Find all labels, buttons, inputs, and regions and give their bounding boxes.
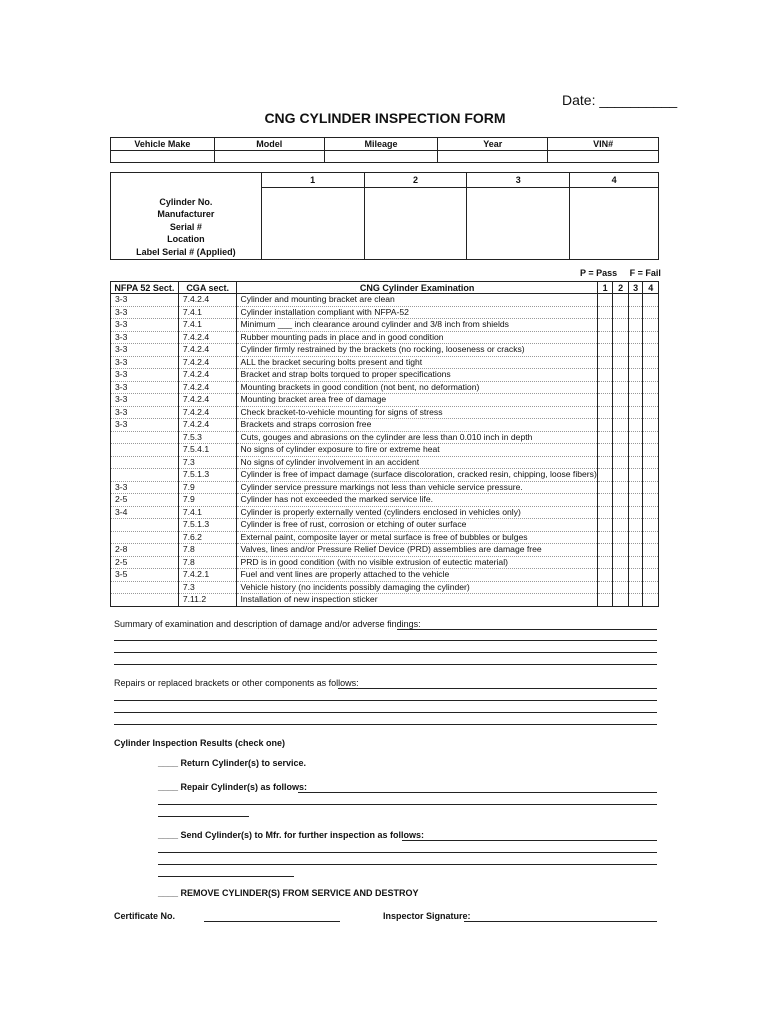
result-cell-3[interactable] xyxy=(628,431,643,444)
result-cell-2[interactable] xyxy=(613,456,629,469)
exam-row xyxy=(111,444,659,457)
vin-field[interactable] xyxy=(548,151,659,163)
exam-row xyxy=(111,319,659,332)
exam-description: Rubber mounting pads in place and in good condition xyxy=(237,331,597,344)
results-heading: Cylinder Inspection Results (check one) xyxy=(114,738,286,748)
result-cell-4[interactable] xyxy=(643,531,659,544)
cga-cell: 7.4.2.4 xyxy=(178,394,237,407)
summary-line-4[interactable] xyxy=(114,664,657,665)
nfpa-cell: 3-3 xyxy=(111,369,179,382)
nfpa-cell xyxy=(111,469,179,482)
result-cell-2[interactable] xyxy=(613,319,629,332)
exam-description: Cylinder has not exceeded the marked service life. xyxy=(237,494,597,507)
cga-cell: 7.4.2.4 xyxy=(178,369,237,382)
result-cell-2[interactable] xyxy=(613,469,629,482)
result-cell-2[interactable] xyxy=(613,556,629,569)
result-cell-4[interactable] xyxy=(643,419,659,432)
cga-cell: 7.4.2.4 xyxy=(178,406,237,419)
result-cell-3[interactable] xyxy=(628,494,643,507)
exam-row xyxy=(111,344,659,357)
nfpa-cell: 3-3 xyxy=(111,331,179,344)
exam-description: Fuel and vent lines are properly attached to the vehicle xyxy=(237,569,597,582)
exam-row xyxy=(111,469,659,482)
result-cell-4[interactable] xyxy=(643,506,659,519)
return-option[interactable]: ____ Return Cylinder(s) to service. xyxy=(158,758,307,768)
result-cell-1[interactable] xyxy=(597,356,613,369)
send-option[interactable]: ____ Send Cylinder(s) to Mfr. for further inspection as follows: xyxy=(158,830,425,840)
result-cell-3[interactable] xyxy=(628,594,643,607)
result-cell-1[interactable] xyxy=(597,369,613,382)
exam-description: Cuts, gouges and abrasions on the cylinder are less than 0.010 inch in depth xyxy=(237,431,597,444)
cylinder-row-labels xyxy=(111,173,262,260)
result-cell-3[interactable] xyxy=(628,319,643,332)
exam-description: Bracket and strap bolts torqued to proper specifications xyxy=(237,369,597,382)
cga-cell: 7.11.2 xyxy=(178,594,237,607)
exam-description: Installation of new inspection sticker xyxy=(237,594,597,607)
nfpa-cell: 3-3 xyxy=(111,481,179,494)
result-cell-2[interactable] xyxy=(613,406,629,419)
result-cell-3[interactable] xyxy=(628,381,643,394)
send-line-1[interactable] xyxy=(402,840,657,841)
nfpa-cell: 2-8 xyxy=(111,544,179,557)
repairs-line-2[interactable] xyxy=(114,700,657,701)
exam-description: Cylinder is free of rust, corrosion or etching of outer surface xyxy=(237,519,597,532)
cga-cell: 7.4.2.4 xyxy=(178,331,237,344)
cga-cell: 7.4.2.4 xyxy=(178,381,237,394)
result-cell-1[interactable] xyxy=(597,344,613,357)
nfpa-cell: 2-5 xyxy=(111,556,179,569)
exam-row xyxy=(111,431,659,444)
label-serial-label: Label Serial # (Applied) xyxy=(136,246,236,257)
exam-description: Cylinder and mounting bracket are clean xyxy=(237,294,597,307)
send-line-2[interactable] xyxy=(158,852,657,853)
pass-fail-legend: P = Pass F = Fail xyxy=(580,268,661,278)
cga-cell: 7.5.4.1 xyxy=(178,444,237,457)
nfpa-cell: 3-3 xyxy=(111,356,179,369)
exam-row xyxy=(111,519,659,532)
nfpa-cell: 3-3 xyxy=(111,294,179,307)
result-cell-1[interactable] xyxy=(597,394,613,407)
result-cell-1[interactable] xyxy=(597,556,613,569)
cylinder-4-field[interactable] xyxy=(570,188,659,260)
exam-row xyxy=(111,381,659,394)
cga-cell: 7.6.2 xyxy=(178,531,237,544)
result-cell-4[interactable] xyxy=(643,344,659,357)
result-cell-4[interactable] xyxy=(643,494,659,507)
repairs-line-1[interactable] xyxy=(338,688,657,689)
repair-line-3[interactable] xyxy=(158,816,249,817)
nfpa-cell: 3-3 xyxy=(111,381,179,394)
nfpa-cell xyxy=(111,581,179,594)
result-cell-3[interactable] xyxy=(628,519,643,532)
result-cell-2[interactable] xyxy=(613,581,629,594)
exam-row xyxy=(111,356,659,369)
cga-cell: 7.4.1 xyxy=(178,319,237,332)
result-cell-3[interactable] xyxy=(628,581,643,594)
nfpa-cell: 3-4 xyxy=(111,506,179,519)
result-cell-4[interactable] xyxy=(643,569,659,582)
nfpa-cell: 3-3 xyxy=(111,406,179,419)
exam-description: Check bracket-to-vehicle mounting for signs of stress xyxy=(237,406,597,419)
result-cell-2[interactable] xyxy=(613,294,629,307)
cylinder-no-label: Cylinder No. xyxy=(159,196,213,207)
nfpa-cell xyxy=(111,594,179,607)
exam-description: Brackets and straps corrosion free xyxy=(237,419,597,432)
cylinder-2-header: 2 xyxy=(364,173,467,188)
result-cell-2[interactable] xyxy=(613,356,629,369)
cylinder-3-header: 3 xyxy=(467,173,570,188)
summary-line-3[interactable] xyxy=(114,652,657,653)
exam-row xyxy=(111,394,659,407)
result-cell-3[interactable] xyxy=(628,369,643,382)
exam-description: Cylinder is free of impact damage (surface discoloration, cracked resin, chipping, loose fibers) xyxy=(237,469,597,482)
exam-row xyxy=(111,306,659,319)
col-3-header: 3 xyxy=(628,282,643,294)
exam-description: Valves, lines and/or Pressure Relief Device (PRD) assemblies are damage free xyxy=(237,544,597,557)
cylinder-3-field[interactable] xyxy=(467,188,570,260)
result-cell-1[interactable] xyxy=(597,294,613,307)
send-line-3[interactable] xyxy=(158,864,657,865)
result-cell-1[interactable] xyxy=(597,494,613,507)
result-cell-3[interactable] xyxy=(628,531,643,544)
vehicle-make-header: Vehicle Make xyxy=(111,138,215,151)
cga-cell: 7.5.1.3 xyxy=(178,519,237,532)
result-cell-2[interactable] xyxy=(613,594,629,607)
vin-header: VIN# xyxy=(548,138,659,151)
cga-cell: 7.4.1 xyxy=(178,506,237,519)
result-cell-2[interactable] xyxy=(613,306,629,319)
repairs-line-4[interactable] xyxy=(114,724,657,725)
result-cell-4[interactable] xyxy=(643,556,659,569)
result-cell-4[interactable] xyxy=(643,444,659,457)
result-cell-3[interactable] xyxy=(628,569,643,582)
result-cell-3[interactable] xyxy=(628,544,643,557)
result-cell-3[interactable] xyxy=(628,556,643,569)
exam-row xyxy=(111,506,659,519)
result-cell-2[interactable] xyxy=(613,519,629,532)
nfpa-cell: 3-5 xyxy=(111,569,179,582)
result-cell-1[interactable] xyxy=(597,456,613,469)
result-cell-1[interactable] xyxy=(597,419,613,432)
exam-row xyxy=(111,456,659,469)
col-2-header: 2 xyxy=(613,282,629,294)
exam-row xyxy=(111,294,659,307)
cga-cell: 7.4.1 xyxy=(178,306,237,319)
repair-option[interactable]: ____ Repair Cylinder(s) as follows: xyxy=(158,782,308,792)
exam-table xyxy=(110,281,659,607)
vehicle-make-field[interactable] xyxy=(111,151,215,163)
result-cell-4[interactable] xyxy=(643,394,659,407)
nfpa-cell: 3-3 xyxy=(111,319,179,332)
result-cell-4[interactable] xyxy=(643,581,659,594)
nfpa-cell xyxy=(111,456,179,469)
cylinder-1-header: 1 xyxy=(261,173,364,188)
year-header: Year xyxy=(438,138,548,151)
cga-cell: 7.4.2.1 xyxy=(178,569,237,582)
col-4-header: 4 xyxy=(643,282,659,294)
send-line-4[interactable] xyxy=(158,876,294,877)
result-cell-2[interactable] xyxy=(613,481,629,494)
result-cell-4[interactable] xyxy=(643,431,659,444)
result-cell-1[interactable] xyxy=(597,306,613,319)
nfpa-cell: 3-3 xyxy=(111,344,179,357)
result-cell-3[interactable] xyxy=(628,444,643,457)
result-cell-3[interactable] xyxy=(628,481,643,494)
exam-row xyxy=(111,531,659,544)
nfpa-cell: 3-3 xyxy=(111,394,179,407)
exam-description: Minimum ___ inch clearance around cylinder and 3/8 inch from shields xyxy=(237,319,597,332)
cga-cell: 7.3 xyxy=(178,456,237,469)
nfpa-cell xyxy=(111,444,179,457)
cga-cell: 7.8 xyxy=(178,544,237,557)
result-cell-3[interactable] xyxy=(628,331,643,344)
mileage-field[interactable] xyxy=(324,151,438,163)
exam-row xyxy=(111,369,659,382)
result-cell-1[interactable] xyxy=(597,519,613,532)
result-cell-1[interactable] xyxy=(597,594,613,607)
model-header: Model xyxy=(214,138,324,151)
result-cell-4[interactable] xyxy=(643,544,659,557)
cga-cell: 7.9 xyxy=(178,494,237,507)
repairs-label: Repairs or replaced brackets or other components as follows: xyxy=(114,678,359,688)
result-cell-1[interactable] xyxy=(597,469,613,482)
exam-description: No signs of cylinder exposure to fire or extreme heat xyxy=(237,444,597,457)
exam-row xyxy=(111,544,659,557)
result-cell-1[interactable] xyxy=(597,381,613,394)
exam-description: No signs of cylinder involvement in an accident xyxy=(237,456,597,469)
inspector-label: Inspector Signature: xyxy=(383,911,471,921)
result-cell-2[interactable] xyxy=(613,531,629,544)
nfpa-cell: 2-5 xyxy=(111,494,179,507)
result-cell-4[interactable] xyxy=(643,381,659,394)
cga-cell: 7.5.1.3 xyxy=(178,469,237,482)
vehicle-table xyxy=(110,137,659,163)
location-label: Location xyxy=(167,234,205,244)
repair-line-2[interactable] xyxy=(158,804,657,805)
result-cell-4[interactable] xyxy=(643,356,659,369)
cga-cell: 7.4.2.4 xyxy=(178,356,237,369)
result-cell-1[interactable] xyxy=(597,531,613,544)
result-cell-4[interactable] xyxy=(643,369,659,382)
cylinder-2-field[interactable] xyxy=(364,188,467,260)
result-cell-1[interactable] xyxy=(597,481,613,494)
summary-line-1[interactable] xyxy=(397,629,657,630)
result-cell-2[interactable] xyxy=(613,331,629,344)
result-cell-4[interactable] xyxy=(643,319,659,332)
exam-description: Mounting brackets in good condition (not bent, no deformation) xyxy=(237,381,597,394)
nfpa-cell xyxy=(111,531,179,544)
exam-row xyxy=(111,331,659,344)
cylinder-1-field[interactable] xyxy=(261,188,364,260)
exam-row xyxy=(111,494,659,507)
exam-header: CNG Cylinder Examination xyxy=(237,282,597,294)
exam-row xyxy=(111,556,659,569)
result-cell-4[interactable] xyxy=(643,294,659,307)
result-cell-4[interactable] xyxy=(643,406,659,419)
cga-cell: 7.5.3 xyxy=(178,431,237,444)
result-cell-2[interactable] xyxy=(613,494,629,507)
result-cell-3[interactable] xyxy=(628,419,643,432)
exam-description: External paint, composite layer or metal surface is free of bubbles or bulges xyxy=(237,531,597,544)
result-cell-1[interactable] xyxy=(597,406,613,419)
cga-cell: 7.4.2.4 xyxy=(178,294,237,307)
repair-line-1[interactable] xyxy=(298,792,657,793)
cylinder-table xyxy=(110,172,659,260)
exam-description: Mounting bracket area free of damage xyxy=(237,394,597,407)
result-cell-2[interactable] xyxy=(613,444,629,457)
nfpa-header: NFPA 52 Sect. xyxy=(111,282,179,294)
exam-description: Vehicle history (no incidents possibly damaging the cylinder) xyxy=(237,581,597,594)
result-cell-4[interactable] xyxy=(643,331,659,344)
result-cell-1[interactable] xyxy=(597,331,613,344)
inspector-signature-line[interactable] xyxy=(464,921,657,922)
cga-header: CGA sect. xyxy=(178,282,237,294)
exam-row xyxy=(111,419,659,432)
result-cell-1[interactable] xyxy=(597,581,613,594)
cga-cell: 7.8 xyxy=(178,556,237,569)
result-cell-2[interactable] xyxy=(613,419,629,432)
result-cell-4[interactable] xyxy=(643,519,659,532)
result-cell-1[interactable] xyxy=(597,319,613,332)
result-cell-4[interactable] xyxy=(643,481,659,494)
result-cell-3[interactable] xyxy=(628,394,643,407)
exam-row xyxy=(111,569,659,582)
model-field[interactable] xyxy=(214,151,324,163)
result-cell-1[interactable] xyxy=(597,444,613,457)
cga-cell: 7.4.2.4 xyxy=(178,344,237,357)
result-cell-4[interactable] xyxy=(643,306,659,319)
exam-description: Cylinder service pressure markings not less than vehicle service pressure. xyxy=(237,481,597,494)
cga-cell: 7.4.2.4 xyxy=(178,419,237,432)
result-cell-3[interactable] xyxy=(628,306,643,319)
result-cell-1[interactable] xyxy=(597,569,613,582)
result-cell-3[interactable] xyxy=(628,456,643,469)
result-cell-4[interactable] xyxy=(643,469,659,482)
serial-label: Serial # xyxy=(169,221,202,232)
exam-description: Cylinder firmly restrained by the brackets (no rocking, looseness or cracks) xyxy=(237,344,597,357)
result-cell-3[interactable] xyxy=(628,406,643,419)
mileage-header: Mileage xyxy=(324,138,438,151)
exam-row xyxy=(111,581,659,594)
exam-description: Cylinder is properly externally vented (cylinders enclosed in vehicles only) xyxy=(237,506,597,519)
exam-description: PRD is in good condition (with no visible extrusion of eutectic material) xyxy=(237,556,597,569)
result-cell-2[interactable] xyxy=(613,369,629,382)
result-cell-2[interactable] xyxy=(613,506,629,519)
result-cell-2[interactable] xyxy=(613,431,629,444)
year-field[interactable] xyxy=(438,151,548,163)
cylinder-4-header: 4 xyxy=(570,173,659,188)
repairs-line-3[interactable] xyxy=(114,712,657,713)
result-cell-3[interactable] xyxy=(628,294,643,307)
result-cell-2[interactable] xyxy=(613,344,629,357)
nfpa-cell: 3-3 xyxy=(111,419,179,432)
result-cell-4[interactable] xyxy=(643,456,659,469)
nfpa-cell xyxy=(111,519,179,532)
nfpa-cell xyxy=(111,431,179,444)
cga-cell: 7.9 xyxy=(178,481,237,494)
result-cell-3[interactable] xyxy=(628,344,643,357)
result-cell-2[interactable] xyxy=(613,394,629,407)
cga-cell: 7.3 xyxy=(178,581,237,594)
exam-description: ALL the bracket securing bolts present and tight xyxy=(237,356,597,369)
summary-label: Summary of examination and description of damage and/or adverse findings: xyxy=(114,619,421,629)
col-1-header: 1 xyxy=(597,282,613,294)
exam-description: Cylinder installation compliant with NFPA-52 xyxy=(237,306,597,319)
result-cell-2[interactable] xyxy=(613,569,629,582)
result-cell-1[interactable] xyxy=(597,544,613,557)
form-title: CNG CYLINDER INSPECTION FORM xyxy=(264,110,506,126)
remove-option[interactable]: ____ REMOVE CYLINDER(S) FROM SERVICE AND DESTROY xyxy=(158,888,419,898)
exam-row xyxy=(111,594,659,607)
result-cell-3[interactable] xyxy=(628,506,643,519)
result-cell-4[interactable] xyxy=(643,594,659,607)
result-cell-3[interactable] xyxy=(628,469,643,482)
result-cell-1[interactable] xyxy=(597,431,613,444)
summary-line-2[interactable] xyxy=(114,640,657,641)
result-cell-2[interactable] xyxy=(613,544,629,557)
exam-row xyxy=(111,406,659,419)
result-cell-2[interactable] xyxy=(613,381,629,394)
certificate-label: Certificate No. xyxy=(114,911,176,921)
result-cell-3[interactable] xyxy=(628,356,643,369)
certificate-line[interactable] xyxy=(204,921,340,922)
result-cell-1[interactable] xyxy=(597,506,613,519)
exam-row xyxy=(111,481,659,494)
date-label: Date: __________ xyxy=(562,92,678,108)
manufacturer-label: Manufacturer xyxy=(157,209,215,219)
nfpa-cell: 3-3 xyxy=(111,306,179,319)
